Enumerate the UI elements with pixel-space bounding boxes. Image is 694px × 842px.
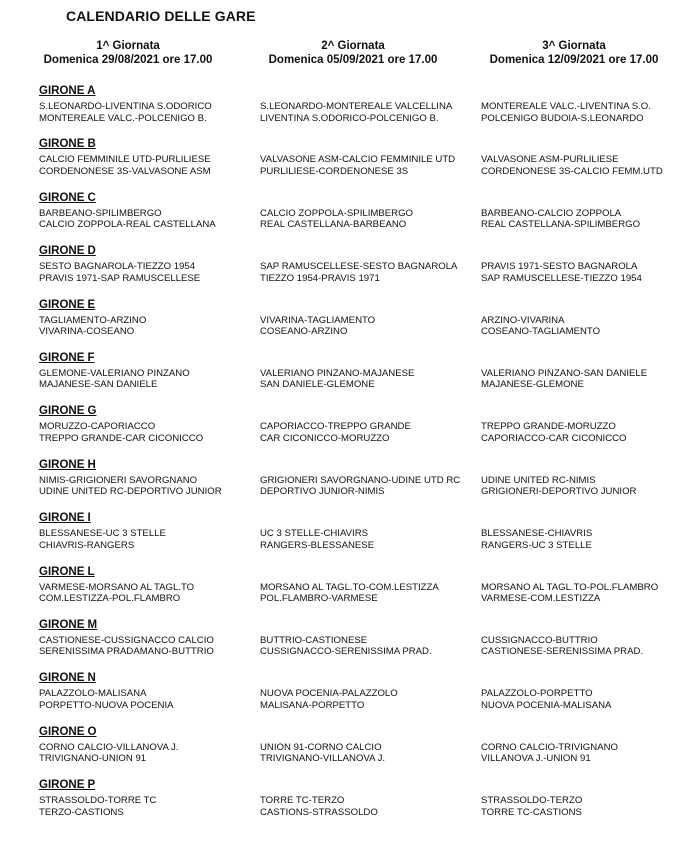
- match: POL.FLAMBRO-VARMESE: [260, 593, 378, 605]
- round-1-matches: [39, 154, 211, 177]
- match: COSEANO-TAGLIAMENTO: [481, 326, 601, 338]
- round-3-matches: [481, 635, 643, 658]
- match: TREPPO GRANDE-MORUZZO: [481, 421, 616, 433]
- group-name: GIRONE F: [39, 351, 95, 364]
- round-1-matches: [39, 368, 190, 391]
- group-name: GIRONE A: [39, 85, 96, 97]
- match: CALCIO ZOPPOLA-REAL CASTELLANA: [39, 219, 216, 231]
- match: PURLILIESE-CORDENONESE 3S: [260, 165, 409, 177]
- round-3-matches: [481, 528, 592, 551]
- match: MORSANO AL TAGL.TO-COM.LESTIZZA: [260, 581, 439, 593]
- group-block: [0, 137, 694, 190]
- match: GLEMONE-VALERIANO PINZANO: [39, 367, 190, 379]
- match: VALVASONE ASM-PURLILIESE: [481, 154, 619, 166]
- match: PALAZZOLO-PORPETTO: [481, 688, 593, 700]
- match: COM.LESTIZZA-POL.FLAMBRO: [39, 593, 181, 605]
- match: CORNO CALCIO-TRIVIGNANO: [481, 741, 618, 753]
- group-block: [0, 618, 694, 671]
- group-block: [0, 84, 694, 137]
- round-1-matches: [39, 421, 203, 444]
- round-2-matches: [260, 208, 413, 231]
- match: REAL CASTELLANA-BARBEANO: [260, 219, 407, 231]
- round-1-matches: [39, 688, 174, 711]
- group-block: [0, 244, 694, 297]
- match: PRAVIS 1971-SESTO BAGNAROLA: [481, 261, 638, 273]
- match: VALERIANO PINZANO-SAN DANIELE: [481, 367, 648, 379]
- match: BARBEANO-CALCIO ZOPPOLA: [481, 207, 622, 219]
- group-name: GIRONE P: [39, 779, 96, 792]
- round-1-matches: [39, 528, 166, 551]
- match: VARMESE-MORSANO AL TAGL.TO: [39, 581, 195, 593]
- round-3-matches: [481, 421, 627, 444]
- match: NUOVA POCENIA-MALISANA: [481, 699, 612, 711]
- round-name: 2^ Giornata: [321, 40, 385, 52]
- round-3-matches: [481, 688, 611, 711]
- match: TIEZZO 1954-PRAVIS 1971: [260, 272, 380, 284]
- match: MORUZZO-CAPORIACCO: [39, 421, 156, 433]
- match: CUSSIGNACCO-BUTTRIO: [481, 634, 598, 646]
- match: MAJANESE-GLEMONE: [481, 379, 584, 391]
- round-3-matches: [481, 101, 651, 124]
- group-name: GIRONE G: [39, 405, 97, 418]
- group-block: [0, 191, 694, 244]
- match: CORDENONESE 3S-CALCIO FEMM.UTD: [481, 165, 663, 177]
- match: TORRE TC-TERZO: [260, 795, 345, 807]
- round-2-matches: [260, 742, 385, 765]
- round-1-matches: [39, 101, 212, 124]
- match: REAL CASTELLANA-SPILIMBERGO: [481, 219, 641, 231]
- round-2-matches: [260, 368, 414, 391]
- match: RANGERS-BLESSANESE: [260, 539, 375, 551]
- match: SESTO BAGNAROLA-TIEZZO 1954: [39, 261, 196, 273]
- group-name: GIRONE C: [39, 191, 96, 204]
- match: CAPORIACCO-CAR CICONICCO: [481, 432, 627, 444]
- match: TERZO-CASTIONS: [39, 806, 124, 818]
- match: PALAZZOLO-MALISANA: [39, 688, 147, 700]
- group-block: [0, 351, 694, 404]
- group-name: GIRONE O: [39, 725, 97, 738]
- match: CHIAVRIS-RANGERS: [39, 539, 135, 551]
- round-1-matches: [39, 635, 214, 658]
- match: SAN DANIELE-GLEMONE: [260, 379, 375, 391]
- group-name: GIRONE I: [39, 512, 91, 525]
- round-1-matches: [39, 261, 200, 284]
- round-3-matches: [481, 582, 658, 605]
- round-date: Domenica 29/08/2021 ore 17.00: [43, 54, 213, 66]
- match: MONTEREALE VALC.-POLCENIGO B.: [39, 112, 207, 124]
- match: CORNO CALCIO-VILLANOVA J.: [39, 741, 179, 753]
- match: CORDENONESE 3S-VALVASONE ASM: [39, 165, 211, 177]
- group-name: GIRONE M: [39, 618, 98, 631]
- match: VALVASONE ASM-CALCIO FEMMINILE UTD: [260, 154, 456, 166]
- round-1-matches: [39, 315, 146, 338]
- match: CALCIO FEMMINILE UTD-PURLILIESE: [39, 154, 211, 166]
- match: NUOVA POCENIA-PALAZZOLO: [260, 688, 398, 700]
- group-name: GIRONE H: [39, 458, 96, 471]
- round-2-matches: [260, 582, 439, 605]
- match: VIVARINA-COSEANO: [39, 326, 135, 338]
- match: GRIGIONERI-DEPORTIVO JUNIOR: [481, 486, 637, 498]
- match: MALISANA-PORPETTO: [260, 699, 365, 711]
- match: POLCENIGO BUDOIA-S.LEONARDO: [481, 112, 644, 124]
- match: UDINE UNITED RC-DEPORTIVO JUNIOR: [39, 486, 222, 498]
- match: STRASSOLDO-TERZO: [481, 795, 583, 807]
- match: VILLANOVA J.-UNION 91: [481, 753, 591, 765]
- group-block: [0, 298, 694, 351]
- match: BLESSANESE-CHIAVRIS: [481, 528, 593, 540]
- match: CAR CICONICCO-MORUZZO: [260, 432, 390, 444]
- match: CASTIONS-STRASSOLDO: [260, 806, 378, 818]
- match: CAPORIACCO-TREPPO GRANDE: [260, 421, 411, 433]
- group-block: [0, 778, 694, 831]
- match: RANGERS-UC 3 STELLE: [481, 539, 592, 551]
- match: TREPPO GRANDE-CAR CICONICCO: [39, 432, 204, 444]
- group-name: GIRONE L: [39, 565, 95, 578]
- round-2-matches: [260, 528, 374, 551]
- match: GRIGIONERI SAVORGNANO-UDINE UTD RC: [260, 474, 461, 486]
- match: PRAVIS 1971-SAP RAMUSCELLESE: [39, 272, 201, 284]
- group-block: [0, 511, 694, 564]
- match: BLESSANESE-UC 3 STELLE: [39, 528, 166, 540]
- match: TRIVIGNANO-VILLANOVA J.: [260, 753, 386, 765]
- round-1-matches: [39, 208, 216, 231]
- round-3-matches: [481, 315, 600, 338]
- round-headers: [0, 39, 694, 73]
- match: SAP RAMUSCELLESE-SESTO BAGNAROLA: [260, 261, 458, 273]
- round-3-matches: [481, 795, 582, 818]
- group-name: GIRONE E: [39, 298, 96, 311]
- match: STRASSOLDO-TORRE TC: [39, 795, 157, 807]
- round-2-matches: [260, 635, 432, 658]
- group-name: GIRONE N: [39, 672, 96, 685]
- match: PORPETTO-NUOVA POCENIA: [39, 699, 174, 711]
- round-3-matches: [481, 742, 618, 765]
- round-date: Domenica 05/09/2021 ore 17.00: [268, 54, 438, 66]
- match: MORSANO AL TAGL.TO-POL.FLAMBRO: [481, 581, 659, 593]
- group-name: GIRONE D: [39, 245, 96, 258]
- match: UDINE UNITED RC-NIMIS: [481, 474, 596, 486]
- round-2-matches: [260, 688, 398, 711]
- groups-list: [0, 84, 694, 831]
- round-3-matches: [481, 154, 663, 177]
- match: VALERIANO PINZANO-MAJANESE: [260, 367, 415, 379]
- match: CASTIONESE-CUSSIGNACCO CALCIO: [39, 634, 214, 646]
- group-block: [0, 404, 694, 457]
- group-block: [0, 458, 694, 511]
- match: CALCIO ZOPPOLA-SPILIMBERGO: [260, 207, 414, 219]
- round-1-matches: [39, 582, 194, 605]
- match: CUSSIGNACCO-SERENISSIMA PRAD.: [260, 646, 432, 658]
- round-2-matches: [260, 795, 378, 818]
- match: SAP RAMUSCELLESE-TIEZZO 1954: [481, 272, 642, 284]
- round-3-matches: [481, 261, 642, 284]
- round-name: 1^ Giornata: [96, 40, 160, 52]
- match: MAJANESE-SAN DANIELE: [39, 379, 158, 391]
- round-1-matches: [39, 475, 222, 498]
- match: BARBEANO-SPILIMBERGO: [39, 207, 162, 219]
- match: LIVENTINA S.ODORICO-POLCENIGO B.: [260, 112, 439, 124]
- match: NIMIS-GRIGIONERI SAVORGNANO: [39, 474, 198, 486]
- match: MONTEREALE VALC.-LIVENTINA S.O.: [481, 101, 651, 112]
- round-2-matches: [260, 421, 411, 444]
- match: S.LEONARDO-LIVENTINA S.ODORICO: [39, 101, 212, 112]
- match: CASTIONESE-SERENISSIMA PRAD.: [481, 646, 644, 658]
- match: ARZINO-VIVARINA: [481, 314, 565, 326]
- round-2-matches: [260, 475, 460, 498]
- round-header-3: [474, 39, 674, 67]
- match: DEPORTIVO JUNIOR-NIMIS: [260, 486, 385, 498]
- round-header-1: [28, 39, 228, 67]
- round-2-matches: [260, 154, 455, 177]
- group-block: [0, 725, 694, 778]
- match: BUTTRIO-CASTIONESE: [260, 634, 368, 646]
- match: TRIVIGNANO-UNION 91: [39, 753, 147, 765]
- round-1-matches: [39, 742, 179, 765]
- round-1-matches: [39, 795, 156, 818]
- group-block: [0, 565, 694, 618]
- round-2-matches: [260, 261, 457, 284]
- match: TAGLIAMENTO-ARZINO: [39, 314, 147, 326]
- round-3-matches: [481, 208, 640, 231]
- round-3-matches: [481, 475, 636, 498]
- round-2-matches: [260, 315, 375, 338]
- match: TORRE TC-CASTIONS: [481, 806, 582, 818]
- match: UNION 91-CORNO CALCIO: [260, 741, 382, 753]
- round-date: Domenica 12/09/2021 ore 17.00: [489, 54, 659, 66]
- round-2-matches: [260, 101, 452, 124]
- match: UC 3 STELLE-CHIAVIRS: [260, 528, 369, 540]
- match: VIVARINA-TAGLIAMENTO: [260, 314, 376, 326]
- match: COSEANO-ARZINO: [260, 326, 348, 338]
- match: SERENISSIMA PRADAMANO-BUTTRIO: [39, 646, 214, 658]
- page-title: CALENDARIO DELLE GARE: [66, 8, 256, 24]
- match: VARMESE-COM.LESTIZZA: [481, 593, 601, 605]
- group-block: [0, 671, 694, 724]
- round-header-2: [253, 39, 453, 67]
- round-name: 3^ Giornata: [542, 40, 606, 52]
- match: S.LEONARDO-MONTEREALE VALCELLINA: [260, 101, 453, 112]
- group-name: GIRONE B: [39, 138, 96, 151]
- round-3-matches: [481, 368, 647, 391]
